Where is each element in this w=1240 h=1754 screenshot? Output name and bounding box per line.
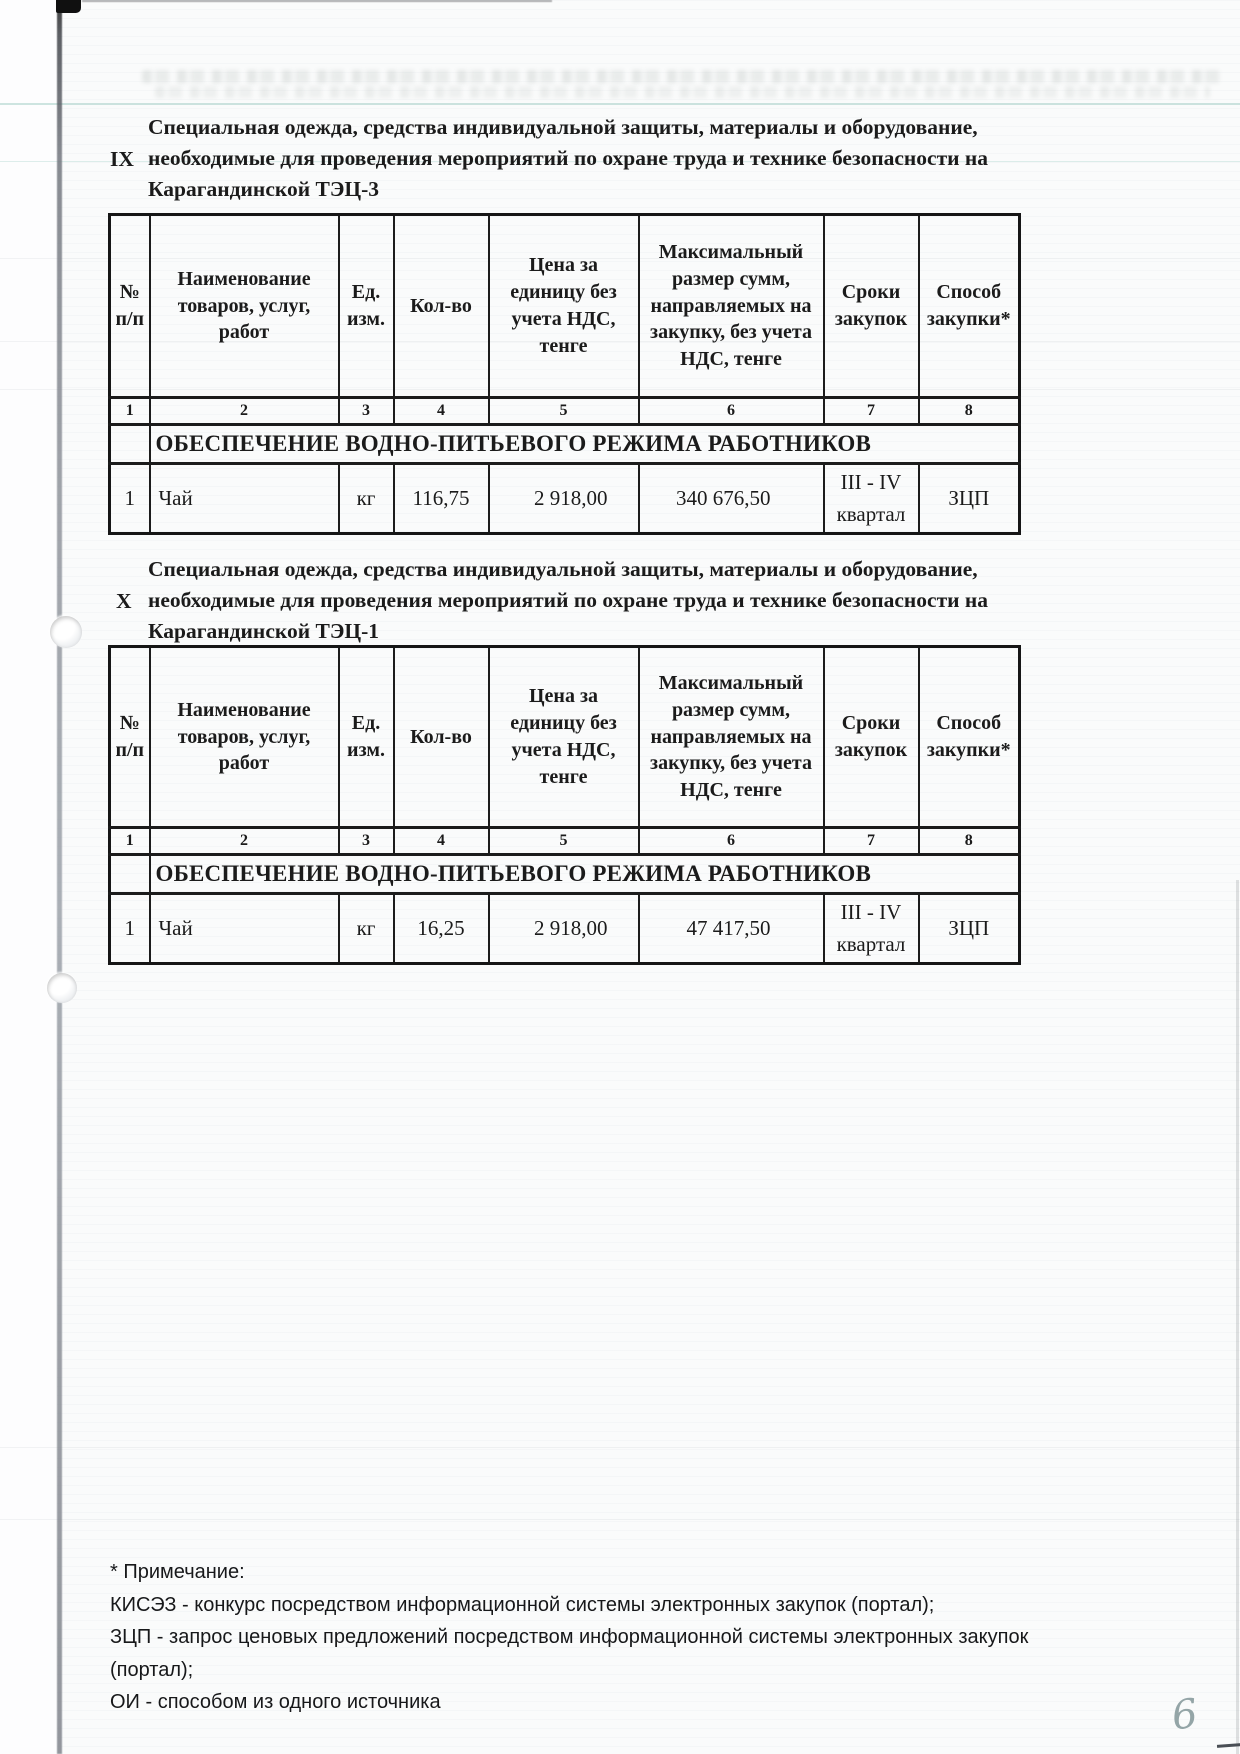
- column-number-row: [110, 398, 1020, 425]
- column-number: 4: [394, 828, 489, 855]
- footnote-line: (портал);: [110, 1658, 194, 1681]
- empty-cell: [110, 425, 150, 464]
- column-number: 5: [489, 398, 639, 425]
- cell-unit-price: 2 918,00: [489, 464, 639, 534]
- bleed-through-artifact: [142, 70, 1222, 83]
- column-number: 7: [824, 828, 919, 855]
- column-header-terms: Сроки закупок: [824, 647, 919, 828]
- cell-max-sum: 340 676,50: [639, 464, 824, 534]
- column-header-unit: Ед. изм.: [339, 647, 394, 828]
- cell-qty: 16,25: [394, 894, 489, 964]
- cell-max-sum: 47 417,50: [639, 894, 824, 964]
- cell-row-num: 1: [110, 894, 150, 964]
- binder-hole: [47, 973, 77, 1003]
- column-number: 6: [639, 398, 824, 425]
- heading-line: необходимые для проведения мероприятий по охране труда и технике безопасности на: [148, 146, 989, 170]
- column-header-qty: Кол-во: [394, 215, 489, 398]
- table-header-row: [110, 215, 1020, 398]
- cell-method: ЗЦП: [919, 894, 1020, 964]
- column-number: 2: [150, 398, 339, 425]
- column-header-method: Способ закупки*: [919, 215, 1020, 398]
- heading-line: Карагандинской ТЭЦ-1: [148, 619, 380, 643]
- scan-fold-edge-line: [57, 0, 62, 1754]
- cell-item-name: Чай: [150, 894, 339, 964]
- column-header-method: Способ закупки*: [919, 647, 1020, 828]
- cell-method: ЗЦП: [919, 464, 1020, 534]
- column-header-qty: Кол-во: [394, 647, 489, 828]
- heading-line: Специальная одежда, средства индивидуальной защиты, материалы и оборудование,: [148, 557, 978, 581]
- teal-scan-line: [0, 103, 1240, 105]
- section-ix-heading: [108, 112, 1118, 205]
- column-header-unit: Ед. изм.: [339, 215, 394, 398]
- section-ix-numeral: IX: [110, 147, 134, 171]
- cell-terms: III - IV квартал: [824, 894, 919, 964]
- column-header-name: Наименование товаров, услуг, работ: [150, 647, 339, 828]
- scan-line-artifact: [0, 1447, 1240, 1448]
- group-header-row: [110, 425, 1020, 464]
- scan-line-artifact: [0, 1519, 1240, 1520]
- heading-line: необходимые для проведения мероприятий по охране труда и технике безопасности на: [148, 588, 989, 612]
- footnote-line: КИСЭЗ - конкурс посредством информационной системы электронных закупок (портал);: [110, 1593, 935, 1616]
- column-header-max-sum: Максимальный размер сумм, направляемых на закупку, без учета НДС, тенге: [639, 647, 824, 828]
- column-number: 3: [339, 398, 394, 425]
- binder-hole: [50, 616, 82, 648]
- scan-top-edge-mark: [82, 0, 552, 2]
- column-number: 8: [919, 828, 1020, 855]
- page-left-margin: [0, 0, 57, 1754]
- table-header-row: [110, 647, 1020, 828]
- column-header-num: № п/п: [110, 647, 150, 828]
- handwritten-page-number: 6: [1169, 1690, 1201, 1740]
- column-number: 6: [639, 828, 824, 855]
- column-number: 5: [489, 828, 639, 855]
- group-header: ОБЕСПЕЧЕНИЕ ВОДНО-ПИТЬЕВОГО РЕЖИМА РАБОТНИКОВ: [150, 855, 1020, 894]
- column-number: 3: [339, 828, 394, 855]
- table-row: [110, 464, 1020, 534]
- column-header-unit-price: Цена за единицу без учета НДС, тенге: [489, 215, 639, 398]
- heading-line: Специальная одежда, средства индивидуальной защиты, материалы и оборудование,: [148, 115, 978, 139]
- column-number-row: [110, 828, 1020, 855]
- column-header-terms: Сроки закупок: [824, 215, 919, 398]
- cell-qty: 116,75: [394, 464, 489, 534]
- empty-cell: [110, 855, 150, 894]
- column-number: 4: [394, 398, 489, 425]
- section-x-numeral: X: [116, 589, 132, 613]
- footnote-line: * Примечание:: [110, 1561, 245, 1583]
- procurement-table-tec1: [108, 645, 1021, 965]
- column-number: 1: [110, 398, 150, 425]
- bleed-through-artifact: [155, 86, 1210, 98]
- section-x-heading: [108, 554, 1118, 647]
- column-header-max-sum: Максимальный размер сумм, направляемых на закупку, без учета НДС, тенге: [639, 215, 824, 398]
- footnote-line: ЗЦП - запрос ценовых предложений посредством информационной системы электронных закупок: [110, 1626, 1029, 1648]
- column-number: 7: [824, 398, 919, 425]
- heading-line: Карагандинской ТЭЦ-3: [148, 177, 380, 201]
- cell-unit: кг: [339, 464, 394, 534]
- column-number: 1: [110, 828, 150, 855]
- column-number: 2: [150, 828, 339, 855]
- scan-right-edge-line: [1236, 880, 1239, 1754]
- group-header-row: [110, 855, 1020, 894]
- group-header: ОБЕСПЕЧЕНИЕ ВОДНО-ПИТЬЕВОГО РЕЖИМА РАБОТНИКОВ: [150, 425, 1020, 464]
- column-header-num: № п/п: [110, 215, 150, 398]
- table-row: [110, 894, 1020, 964]
- footnotes: [110, 1556, 1190, 1719]
- cell-terms: III - IV квартал: [824, 464, 919, 534]
- scan-corner-mark: [56, 0, 81, 13]
- procurement-table-tec3: [108, 213, 1021, 535]
- footnote-line: ОИ - способом из одного источника: [110, 1691, 441, 1713]
- column-number: 8: [919, 398, 1020, 425]
- cell-row-num: 1: [110, 464, 150, 534]
- cell-item-name: Чай: [150, 464, 339, 534]
- cell-unit: кг: [339, 894, 394, 964]
- cell-unit-price: 2 918,00: [489, 894, 639, 964]
- column-header-unit-price: Цена за единицу без учета НДС, тенге: [489, 647, 639, 828]
- column-header-name: Наименование товаров, услуг, работ: [150, 215, 339, 398]
